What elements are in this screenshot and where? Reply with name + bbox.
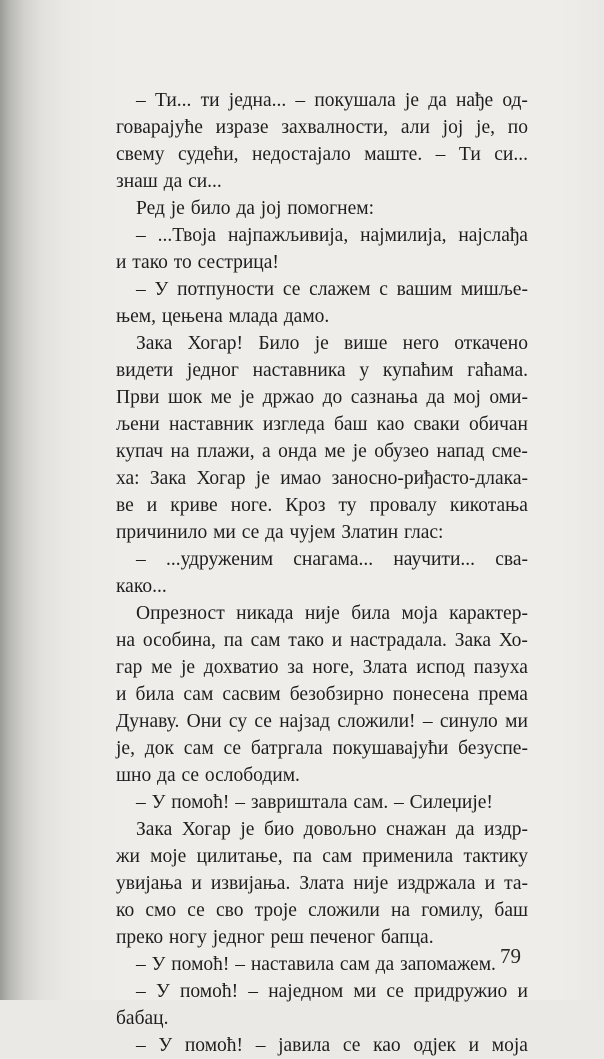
word: се: [342, 1035, 361, 1056]
word: се: [282, 279, 301, 300]
word: криве: [170, 495, 218, 516]
text-line: [116, 816, 528, 843]
word: гаћама.: [467, 360, 528, 381]
word: Ти...: [154, 90, 192, 111]
word: преко: [116, 927, 164, 948]
word: одјек: [413, 1035, 456, 1056]
word: Хогар: [196, 468, 246, 489]
body-text: [116, 87, 528, 1059]
text-line: [116, 411, 528, 438]
word: откачено: [454, 333, 528, 354]
word: Хо-: [498, 630, 528, 651]
word: једна...: [228, 90, 287, 111]
word: да: [163, 171, 183, 192]
word: млада: [228, 306, 278, 327]
text-line: [116, 654, 528, 681]
word: испод: [416, 657, 465, 678]
word: Опрезност: [136, 603, 225, 624]
word: глас:: [403, 522, 444, 543]
word: да: [265, 522, 284, 543]
word: да: [426, 387, 445, 408]
word: и: [468, 1035, 480, 1056]
word: су: [228, 711, 248, 732]
text-line: [116, 1005, 528, 1032]
word: ...Твоја: [157, 225, 217, 246]
word: помоћ!: [184, 1035, 244, 1056]
word: сам: [339, 954, 370, 975]
word: помоћ!: [171, 792, 230, 813]
word: било: [190, 198, 231, 219]
text-line: [116, 843, 528, 870]
word: У: [155, 981, 170, 1002]
word: шно: [116, 765, 152, 786]
word: –: [136, 549, 146, 570]
text-line: [116, 303, 528, 330]
word: и: [146, 495, 158, 516]
text-line: [116, 870, 528, 897]
word: као: [373, 1035, 401, 1056]
word: –: [136, 1035, 146, 1056]
word: сложили!: [337, 711, 416, 732]
word: и: [191, 873, 202, 894]
word: ми: [353, 981, 377, 1002]
word: покушавајући: [332, 738, 449, 759]
word: се: [386, 981, 404, 1002]
word: цилитање,: [196, 846, 283, 867]
word: чујем: [289, 522, 336, 543]
word: –: [295, 90, 306, 111]
word: држао: [262, 387, 315, 408]
word: нађе: [455, 90, 494, 111]
text-line: [116, 168, 528, 195]
word: научити...: [393, 549, 476, 570]
word: је,: [476, 117, 495, 138]
word: је,: [116, 738, 135, 759]
text-line: [116, 573, 528, 600]
word: купаћим: [382, 360, 454, 381]
word: најзад: [279, 711, 331, 732]
word: оми-: [489, 387, 528, 408]
word: издржала: [397, 873, 476, 894]
word: као: [376, 414, 405, 435]
word: безуспе-: [458, 738, 528, 759]
word: ха:: [116, 468, 140, 489]
word: Први: [116, 387, 160, 408]
word: наједном: [268, 981, 344, 1002]
word: безобзирно: [289, 684, 384, 705]
word: увијања: [116, 873, 183, 894]
word: синуло: [439, 711, 498, 732]
word: сва-: [495, 549, 528, 570]
word: Злата: [299, 873, 345, 894]
word: помоћ!: [179, 981, 239, 1002]
word: и: [116, 684, 127, 705]
text-line: [116, 114, 528, 141]
word: кикотања: [449, 495, 528, 516]
word: најслађа: [458, 225, 528, 246]
text-line: [116, 735, 528, 762]
word: да: [428, 90, 447, 111]
word: ти: [200, 90, 220, 111]
word: мишље-: [460, 279, 528, 300]
word: је: [170, 198, 185, 219]
word: –: [136, 90, 146, 111]
word: се: [254, 711, 272, 732]
word: сам: [183, 738, 214, 759]
word: сам: [183, 684, 214, 705]
text-line: [116, 708, 528, 735]
word: с: [379, 279, 388, 300]
word: била: [351, 603, 391, 624]
word: јој: [442, 117, 464, 138]
text-line: [116, 627, 528, 654]
word: ослободим.: [204, 765, 300, 786]
word: мој: [453, 387, 481, 408]
word: како...: [116, 576, 167, 597]
word: си...: [494, 144, 528, 165]
word: судећи,: [177, 144, 239, 165]
word: сам: [322, 846, 353, 867]
word: та-: [504, 873, 528, 894]
word: је: [180, 657, 196, 678]
word: –: [235, 792, 245, 813]
word: ...удруженим: [165, 549, 274, 570]
word: је: [314, 333, 329, 354]
word: ме: [151, 657, 173, 678]
word: Зака: [149, 468, 187, 489]
text-line: [116, 1032, 528, 1059]
word: најпажљивија,: [227, 225, 349, 246]
word: моја: [491, 1035, 528, 1056]
word: придружио: [414, 981, 508, 1002]
word: од-: [502, 90, 528, 111]
text-line: [116, 357, 528, 384]
word: и: [484, 873, 495, 894]
word: и: [517, 981, 528, 1002]
text-line: [116, 276, 528, 303]
word: тако: [132, 252, 168, 273]
text-line: [116, 141, 528, 168]
word: сваки: [413, 414, 460, 435]
word: бапца.: [380, 927, 434, 948]
word: на: [116, 630, 136, 651]
word: Они: [186, 711, 222, 732]
word: провалу: [369, 495, 437, 516]
word: и: [116, 252, 127, 273]
word: имао: [280, 468, 322, 489]
word: па: [292, 846, 312, 867]
word: него: [402, 333, 439, 354]
word: –: [248, 981, 259, 1002]
text-line: [116, 789, 528, 816]
word: је: [352, 441, 367, 462]
word: помогнем:: [287, 198, 374, 219]
word: заносно-риђасто-длака-: [331, 468, 528, 489]
word: Дунаву.: [116, 711, 180, 732]
word: снагама...: [293, 549, 374, 570]
word: сме-: [491, 441, 528, 462]
word: извијања.: [210, 873, 291, 894]
word: наставила: [250, 954, 335, 975]
word: потпуности: [177, 279, 275, 300]
text-line: [116, 222, 528, 249]
word: понесена: [392, 684, 470, 705]
word: ме: [210, 387, 232, 408]
word: ко: [116, 900, 135, 921]
word: се: [241, 522, 260, 543]
word: Ти: [458, 144, 481, 165]
word: је: [404, 90, 419, 111]
word: плажи,: [197, 441, 255, 462]
word: Злата: [362, 657, 408, 678]
word: Кроз: [285, 495, 326, 516]
word: напад: [436, 441, 485, 462]
word: најмилија,: [360, 225, 447, 246]
word: сво: [215, 900, 244, 921]
word: ми: [505, 711, 528, 732]
word: док: [144, 738, 174, 759]
word: снажан: [386, 819, 447, 840]
word: гомилу,: [421, 900, 484, 921]
word: слажем: [309, 279, 371, 300]
word: Зака: [136, 333, 173, 354]
text-line: [116, 438, 528, 465]
word: је: [240, 819, 255, 840]
word: У: [154, 279, 169, 300]
word: –: [394, 792, 404, 813]
word: захвалности,: [281, 117, 389, 138]
word: сестрица!: [197, 252, 279, 273]
text-line: [116, 924, 528, 951]
word: Било: [258, 333, 300, 354]
word: Хогар: [181, 819, 231, 840]
word: баш: [333, 414, 368, 435]
word: тактику: [463, 846, 528, 867]
word: батргала: [250, 738, 323, 759]
text-line: [116, 330, 528, 357]
word: смо: [145, 900, 177, 921]
word: Ред: [136, 198, 165, 219]
page-number: 79: [500, 944, 521, 968]
word: ноге,: [312, 657, 354, 678]
word: до: [322, 387, 343, 408]
word: У: [151, 792, 166, 813]
word: више: [344, 333, 388, 354]
word: жи: [116, 846, 140, 867]
word: њем,: [116, 306, 156, 327]
word: ми: [213, 522, 236, 543]
word: ту: [338, 495, 357, 516]
word: завриштала: [250, 792, 348, 813]
word: ве: [116, 495, 134, 516]
word: наставника: [252, 360, 346, 381]
word: у: [359, 360, 370, 381]
word: обичан: [468, 414, 528, 435]
word: карактер-: [449, 603, 528, 624]
word: да: [236, 198, 255, 219]
word: троје: [254, 900, 297, 921]
word: –: [136, 225, 146, 246]
word: изразе: [215, 117, 269, 138]
word: –: [136, 954, 146, 975]
word: сазнања: [350, 387, 418, 408]
word: сам.: [353, 792, 389, 813]
word: маште.: [364, 144, 423, 165]
word: свему: [116, 144, 165, 165]
word: цењена: [161, 306, 223, 327]
word: реш: [270, 927, 304, 948]
word: да: [375, 954, 395, 975]
text-line: [116, 762, 528, 789]
word: јој: [260, 198, 282, 219]
word: на: [390, 900, 411, 921]
word: Хогар!: [187, 333, 244, 354]
word: али: [400, 117, 430, 138]
word: према: [478, 684, 528, 705]
text-line: [116, 465, 528, 492]
word: –: [435, 144, 446, 165]
word: помоћ!: [171, 954, 230, 975]
word: У: [151, 954, 166, 975]
text-line: [116, 600, 528, 627]
word: онда: [278, 441, 317, 462]
word: Златин: [341, 522, 399, 543]
text-line: [116, 195, 528, 222]
word: није: [304, 603, 340, 624]
word: причинило: [116, 522, 208, 543]
word: моје: [150, 846, 187, 867]
word: купач: [116, 441, 164, 462]
word: за: [287, 657, 304, 678]
word: љени: [116, 414, 160, 435]
word: знаш: [116, 171, 158, 192]
word: се: [181, 765, 200, 786]
word: изгледа: [262, 414, 325, 435]
text-line: [116, 492, 528, 519]
word: ноге.: [230, 495, 273, 516]
word: а: [262, 441, 271, 462]
word: –: [136, 792, 146, 813]
word: ногу: [168, 927, 207, 948]
word: У: [158, 1035, 173, 1056]
word: –: [136, 981, 146, 1002]
word: се: [223, 738, 242, 759]
word: покушала: [314, 90, 396, 111]
word: једног: [186, 360, 239, 381]
word: дамо.: [283, 306, 330, 327]
word: једног: [212, 927, 265, 948]
word: Силеџије!: [409, 792, 493, 813]
text-line: [116, 384, 528, 411]
word: Зака: [136, 819, 173, 840]
word: сложили: [308, 900, 380, 921]
word: –: [136, 279, 146, 300]
word: довољно: [303, 819, 377, 840]
word: то: [173, 252, 192, 273]
word: сасвим: [222, 684, 281, 705]
word: је: [240, 387, 255, 408]
word: особина,: [142, 630, 216, 651]
word: па: [223, 630, 243, 651]
word: сам: [250, 630, 281, 651]
word: била: [135, 684, 175, 705]
word: шок: [167, 387, 203, 408]
word: –: [235, 954, 245, 975]
text-line: [116, 951, 528, 978]
word: наставник: [168, 414, 254, 435]
word: бабац.: [116, 1008, 169, 1029]
text-line: [116, 249, 528, 276]
word: пазуха: [473, 657, 528, 678]
word: јавила: [278, 1035, 331, 1056]
word: баш: [494, 900, 528, 921]
text-line: [116, 897, 528, 924]
word: никада: [236, 603, 294, 624]
word: запомажем.: [400, 954, 496, 975]
word: применила: [362, 846, 454, 867]
word: издр-: [484, 819, 528, 840]
word: и: [331, 630, 343, 651]
word: био: [264, 819, 295, 840]
text-line: [116, 546, 528, 573]
word: недостајало: [252, 144, 351, 165]
word: да: [455, 819, 475, 840]
word: си...: [188, 171, 222, 192]
word: видети: [116, 360, 174, 381]
word: –: [255, 1035, 266, 1056]
word: настрадала.: [350, 630, 447, 651]
text-line: [116, 87, 528, 114]
word: вашим: [396, 279, 453, 300]
word: моја: [401, 603, 438, 624]
word: по: [507, 117, 528, 138]
word: печеног: [309, 927, 375, 948]
word: ме: [324, 441, 346, 462]
word: да: [157, 765, 176, 786]
word: гар: [116, 657, 143, 678]
word: –: [422, 711, 433, 732]
word: дохватио: [203, 657, 279, 678]
text-line: [116, 519, 528, 546]
word: се: [187, 900, 205, 921]
word: обузео: [374, 441, 430, 462]
word: на: [170, 441, 190, 462]
word: тако: [288, 630, 324, 651]
text-line: [116, 978, 528, 1005]
text-line: [116, 681, 528, 708]
word: није: [353, 873, 389, 894]
word: је: [255, 468, 270, 489]
word: Зака: [454, 630, 492, 651]
word: говарајуће: [116, 117, 203, 138]
